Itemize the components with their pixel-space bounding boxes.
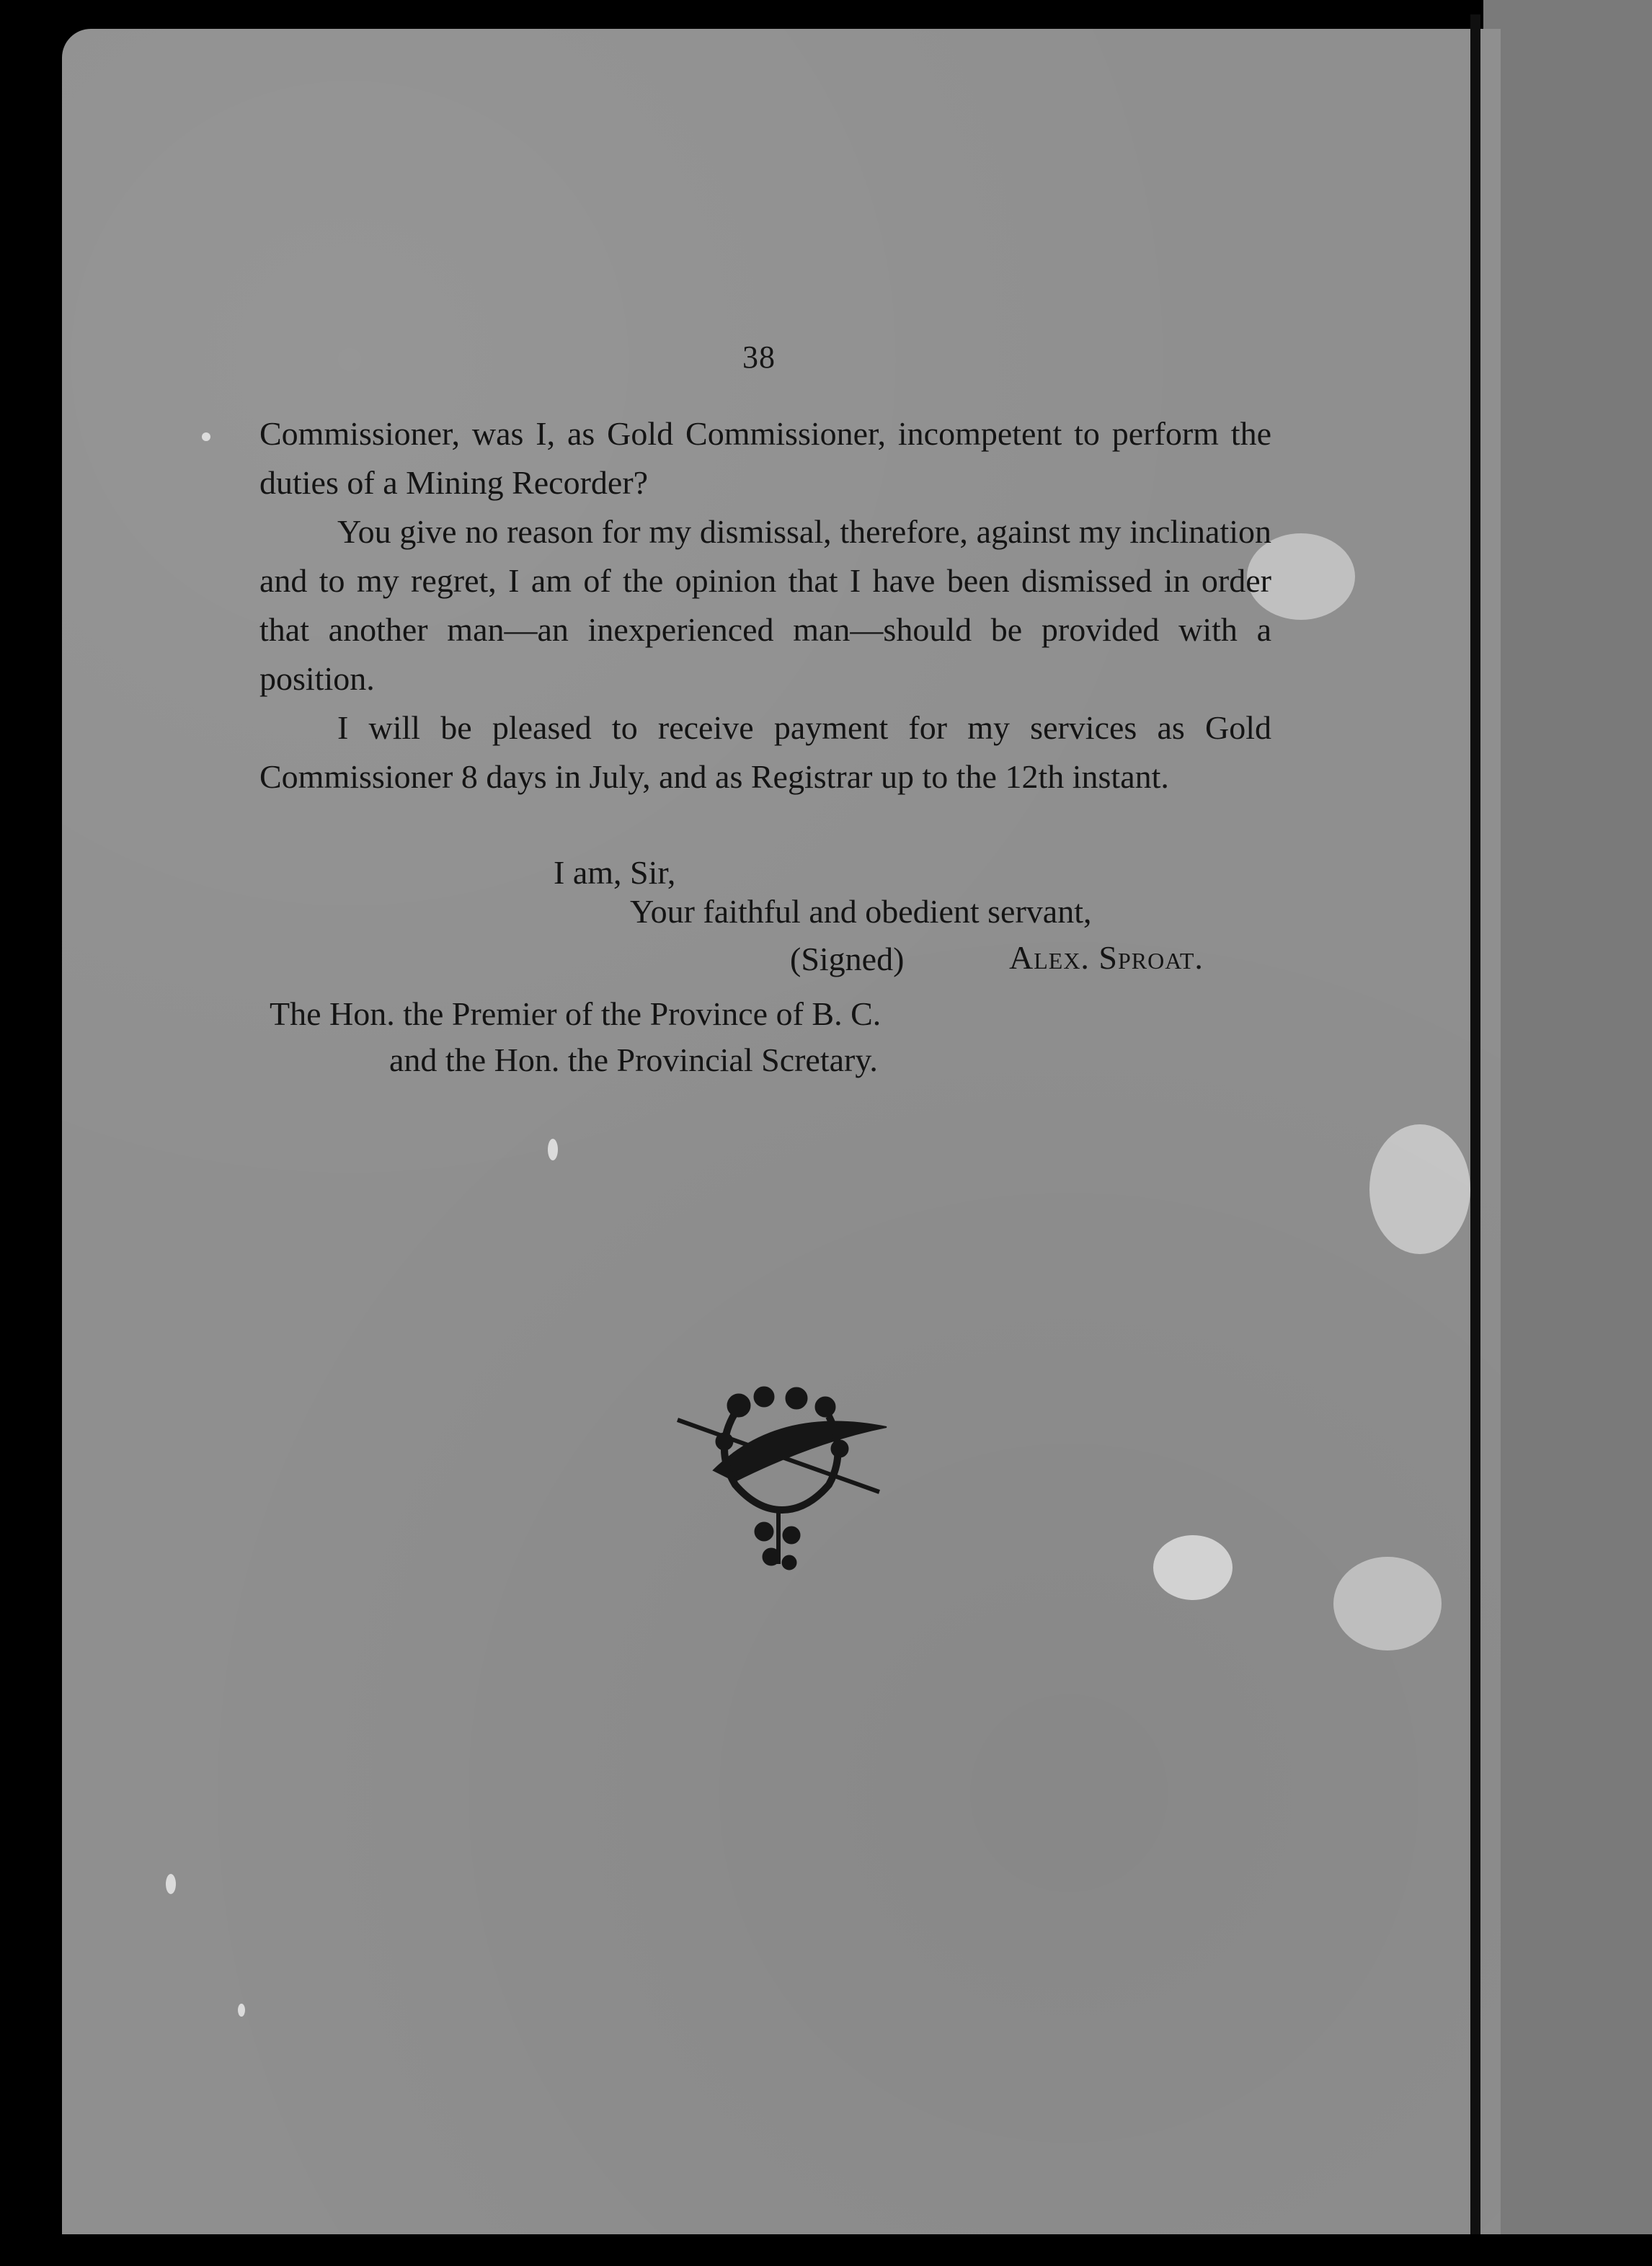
paragraph-payment: I will be pleased to receive payment for my services as Gold Commissioner 8 days in July, and as Registrar up to the 12th instant. [259, 709, 1271, 795]
addressee-line-1: The Hon. the Premier of the Province of B. C. [270, 995, 881, 1032]
complimentary-close: Your faithful and obedient servant, [630, 893, 1092, 930]
salutation: I am, Sir, [554, 854, 676, 891]
letter-body [259, 409, 1271, 801]
adjacent-page-strip [1483, 0, 1652, 2266]
addressee-line-2: and the Hon. the Provincial Scretary. [389, 1041, 878, 1078]
paper-speck [166, 1874, 176, 1894]
signed-label: (Signed) [790, 941, 905, 977]
paragraph-continued: Commissioner, was I, as Gold Commissioner, incompetent to perform the duties of a Mining Recorder? [259, 415, 1271, 501]
paragraph-dismissal: You give no reason for my dismissal, therefore, against my inclination and to my regret, I am of the opinion that I have been dismissed in order that another man—an inexperienced man—should be provided with a position. [259, 513, 1271, 697]
signature: Alex. Sproat. [1009, 939, 1204, 976]
quill-and-wreath-ornament-icon [670, 1384, 894, 1571]
paper-speck [1333, 1557, 1442, 1650]
paper-speck [548, 1139, 558, 1160]
paper-speck [1369, 1124, 1470, 1254]
scan-border [0, 2234, 1652, 2266]
page-number: 38 [742, 339, 776, 375]
scanned-page [62, 29, 1501, 2234]
page-fold-shadow [1470, 14, 1480, 2256]
paper-speck [1153, 1535, 1233, 1600]
paper-speck [238, 2004, 245, 2017]
paper-speck [202, 432, 210, 441]
